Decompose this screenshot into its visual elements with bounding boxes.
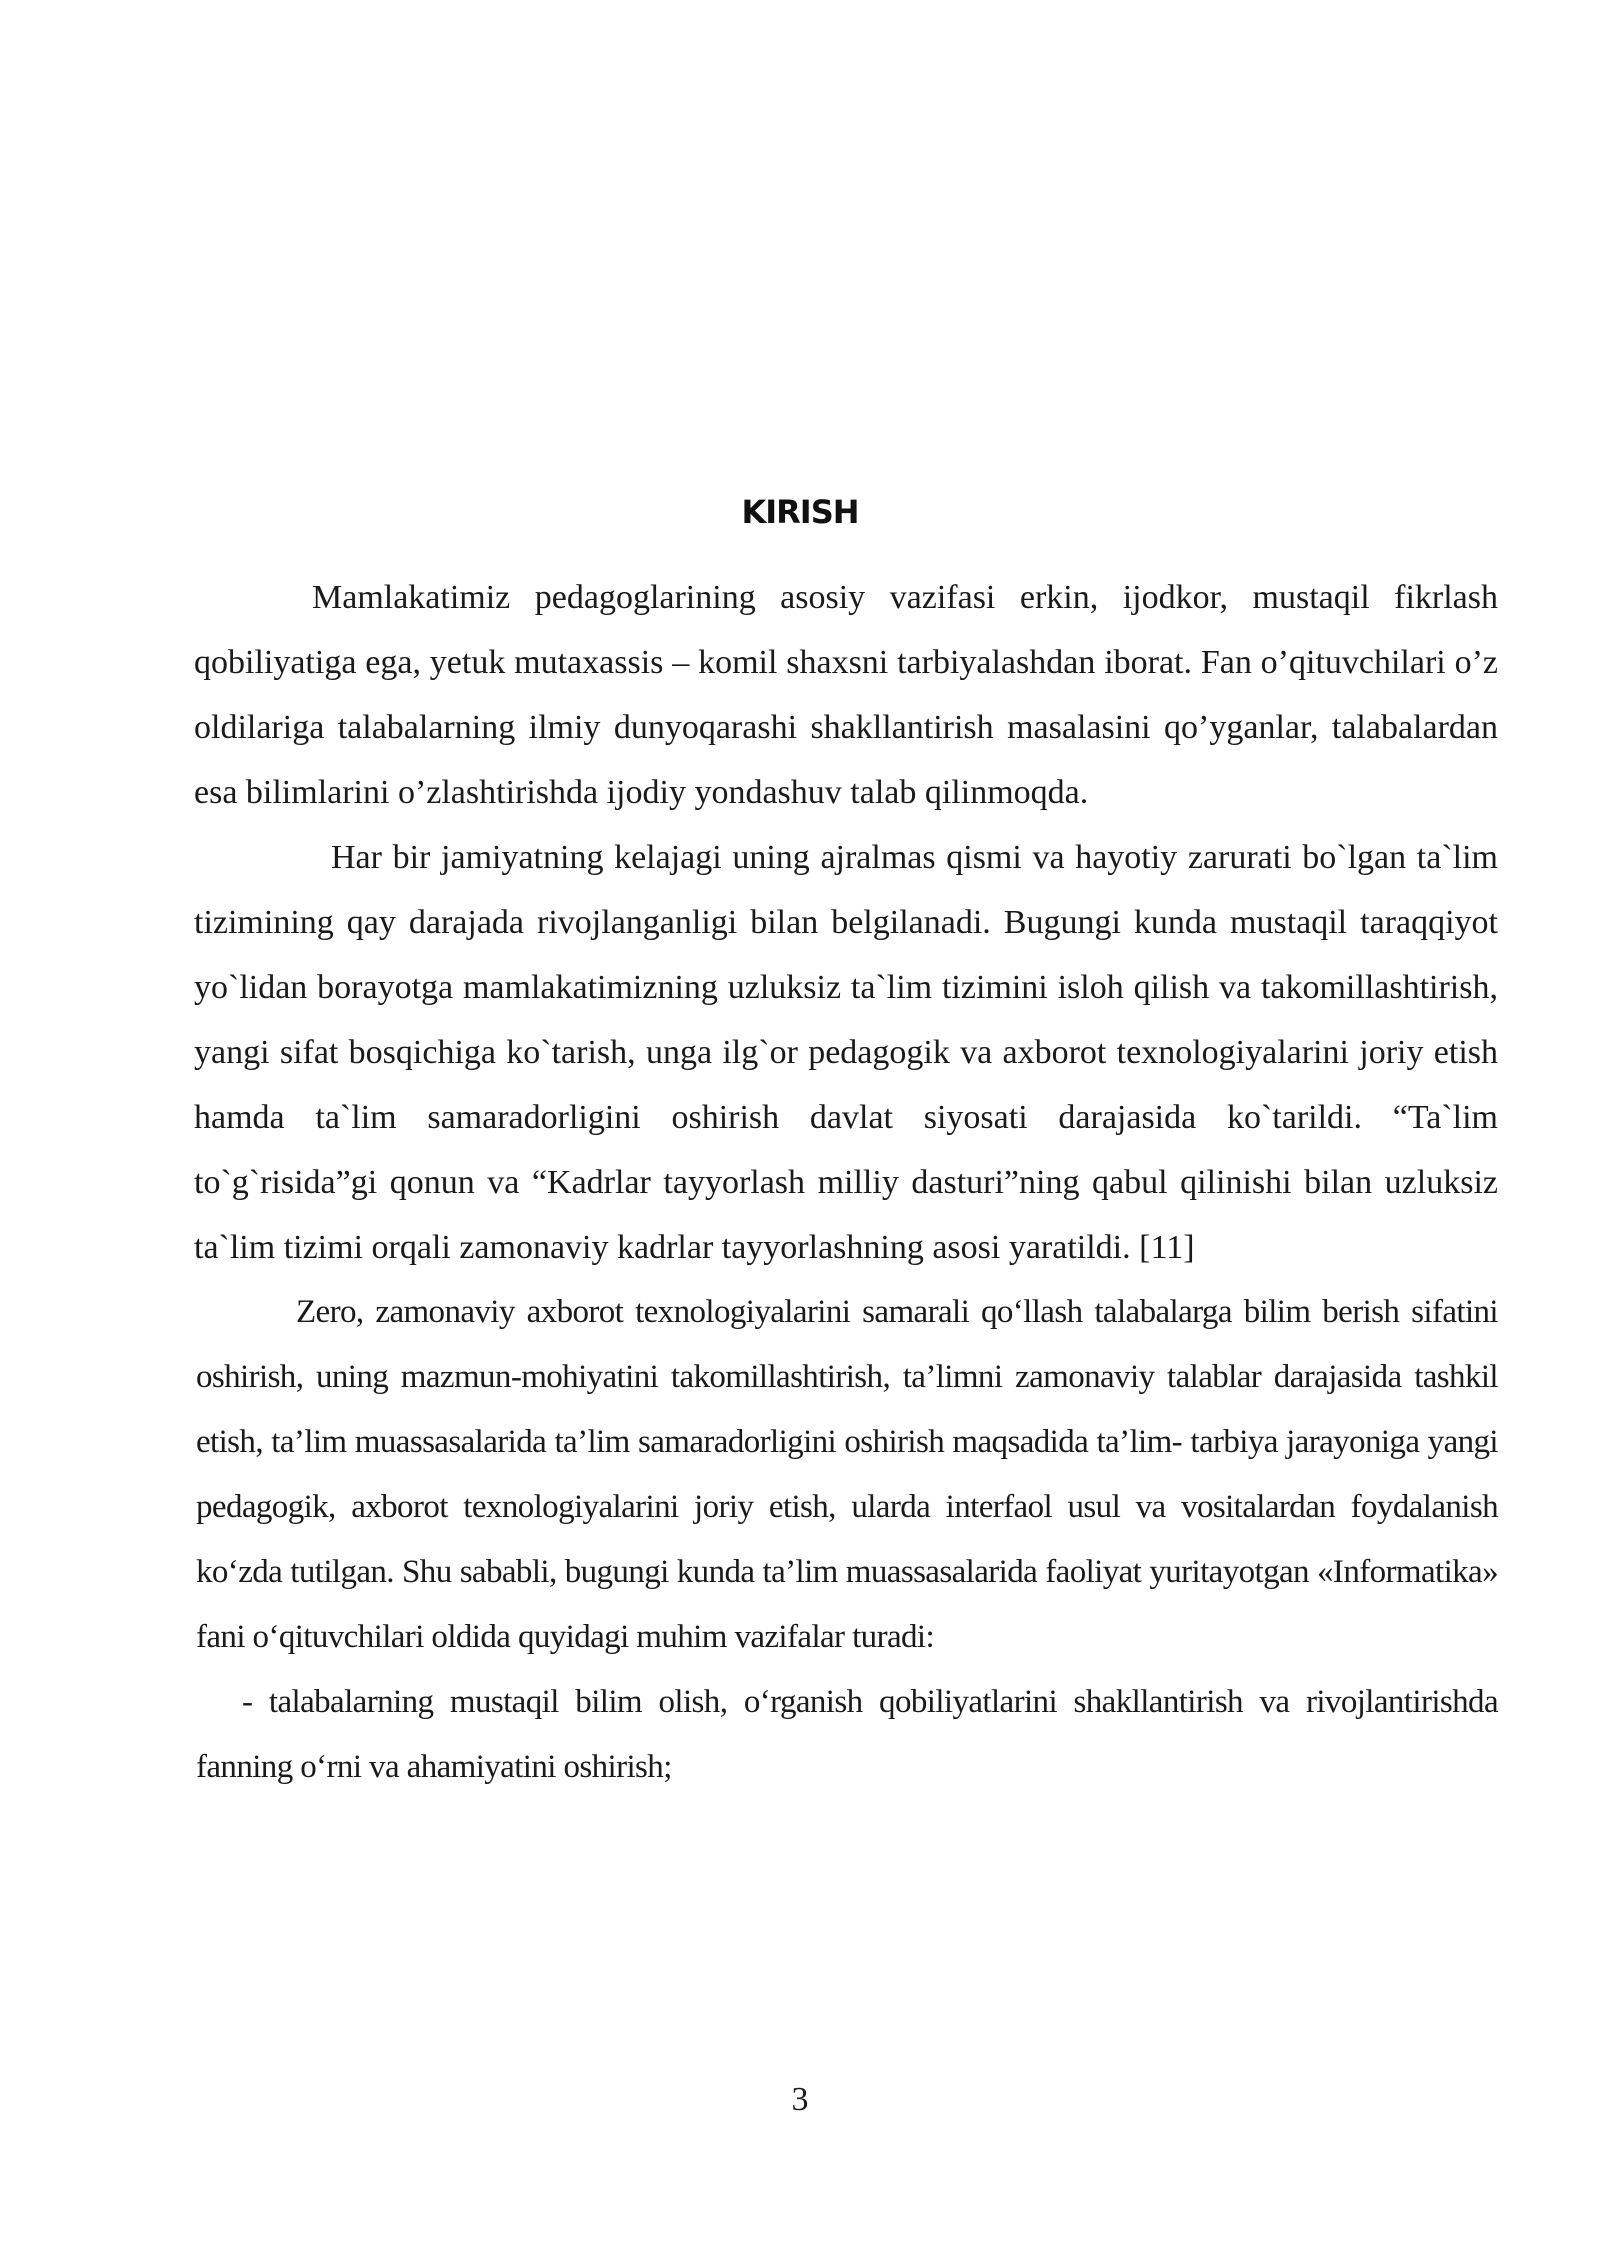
- paragraph-intro: Mamlakatimiz pedagoglarining asosiy vazifasi erkin, ijodkor, mustaqil fikrlash qobiliyatiga ega, yetuk mutaxassis – komil shaxsni tarbiyalashdan iborat. Fan o’qituvchilari o’z oldilariga talabalarning ilmiy dunyoqarashi shakllantirish masalasini qo’yganlar, talabalardan esa bilimlarini o’zlashtirishda ijodiy yondashuv talab qilinmoqda.: [194, 579, 1498, 811]
- paragraph-information-technologies: Zero, zamonaviy axborot texnologiyalarini samarali qo‘llash talabalarga bilim berish sifatini oshirish, uning mazmun-mohiyatini takomillashtirish, ta’limni zamonaviy talablar darajasida tashkil etish, ta’lim muassasalarida ta’lim samaradorligini oshirish maqsadida ta’lim- tarbiya jarayoniga yangi pedagogik, axborot texnologiyalarini joriy etish, ularda interfaol usul va vositalardan foydalanish ko‘zda tutilgan. Shu sababli, bugungi kunda ta’lim muassasalarida faoliyat yuritayotgan «Informatika» fani o‘qituvchilari oldida quyidagi muhim vazifalar turadi:: [196, 1294, 1498, 1655]
- section-title: KIRISH: [741, 493, 859, 531]
- page-number: 3: [791, 2081, 809, 2118]
- body-text: [194, 565, 1498, 1800]
- paragraph-education-system: Har bir jamiyatning kelajagi uning ajralmas qismi va hayotiy zarurati bo`lgan ta`lim tizimining qay darajada rivojlanganligi bilan belgilanadi. Bugungi kunda mustaqil taraqqiyot yo`lidan borayotga mamlakatimizning uzluksiz ta`lim tizimini isloh qilish va takomillashtirish, yangi sifat bosqichiga ko`tarish, unga ilg`or pedagogik va axborot texnologiyalarini joriy etish hamda ta`lim samaradorligini oshirish davlat siyosati darajasida ko`tarildi. “Ta`lim to`g`risida”gi qonun va “Kadrlar tayyorlash milliy dasturi”ning qabul qilinishi bilan uzluksiz ta`lim tizimi orqali zamonaviy kadrlar tayyorlashning asosi yaratildi. [11]: [194, 839, 1498, 1266]
- list-item-first-task: - talabalarning mustaqil bilim olish, o‘rganish qobiliyatlarini shakllantirish va rivojlantirishda fanning o‘rni va ahamiyatini oshirish;: [196, 1684, 1498, 1785]
